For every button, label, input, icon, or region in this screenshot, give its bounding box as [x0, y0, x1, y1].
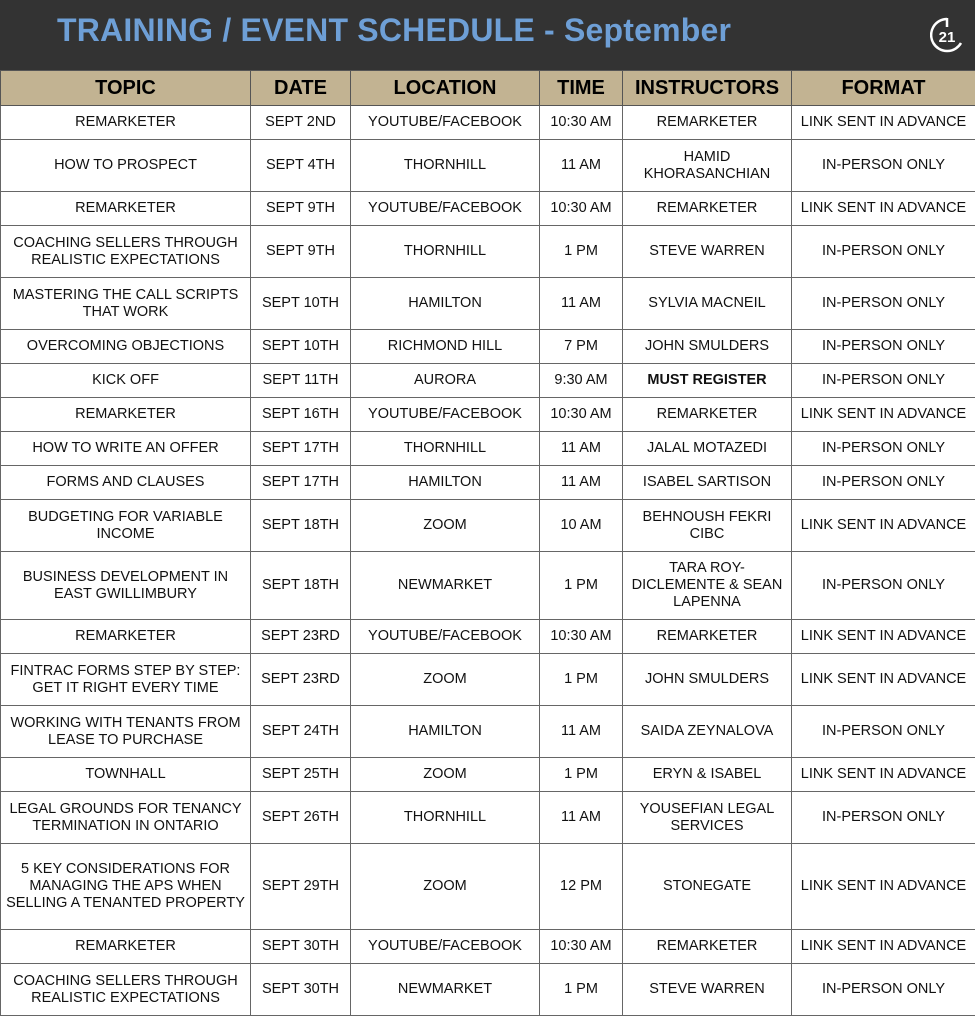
- cell-instructors: REMARKETER: [623, 398, 792, 432]
- column-header-time: TIME: [540, 71, 623, 106]
- cell-format: LINK SENT IN ADVANCE: [792, 620, 975, 654]
- table-row: [1, 500, 975, 552]
- table-row: [1, 654, 975, 706]
- cell-topic: MASTERING THE CALL SCRIPTS THAT WORK: [1, 278, 251, 330]
- column-header-date: DATE: [251, 71, 351, 106]
- cell-topic: OVERCOMING OBJECTIONS: [1, 330, 251, 364]
- cell-location: YOUTUBE/FACEBOOK: [351, 398, 540, 432]
- cell-time: 1 PM: [540, 226, 623, 278]
- cell-topic: REMARKETER: [1, 620, 251, 654]
- cell-instructors: YOUSEFIAN LEGAL SERVICES: [623, 792, 792, 844]
- cell-format: IN-PERSON ONLY: [792, 278, 975, 330]
- page-title: TRAINING / EVENT SCHEDULE - September: [57, 12, 732, 48]
- cell-location: THORNHILL: [351, 432, 540, 466]
- cell-format: IN-PERSON ONLY: [792, 140, 975, 192]
- cell-instructors: REMARKETER: [623, 106, 792, 140]
- cell-location: ZOOM: [351, 500, 540, 552]
- cell-topic: BUSINESS DEVELOPMENT IN EAST GWILLIMBURY: [1, 552, 251, 620]
- cell-topic: REMARKETER: [1, 106, 251, 140]
- table-row: [1, 140, 975, 192]
- column-header-format: FORMAT: [792, 71, 975, 106]
- cell-location: THORNHILL: [351, 226, 540, 278]
- cell-topic: LEGAL GROUNDS FOR TENANCY TERMINATION IN ONTARIO: [1, 792, 251, 844]
- cell-format: IN-PERSON ONLY: [792, 226, 975, 278]
- cell-location: YOUTUBE/FACEBOOK: [351, 930, 540, 964]
- cell-instructors: REMARKETER: [623, 192, 792, 226]
- cell-instructors: ERYN & ISABEL: [623, 758, 792, 792]
- cell-location: ZOOM: [351, 758, 540, 792]
- cell-topic: WORKING WITH TENANTS FROM LEASE TO PURCHASE: [1, 706, 251, 758]
- cell-format: LINK SENT IN ADVANCE: [792, 758, 975, 792]
- table-row: [1, 792, 975, 844]
- table-row: [1, 364, 975, 398]
- cell-time: 10:30 AM: [540, 192, 623, 226]
- cell-format: IN-PERSON ONLY: [792, 364, 975, 398]
- cell-time: 1 PM: [540, 758, 623, 792]
- cell-topic: COACHING SELLERS THROUGH REALISTIC EXPECTATIONS: [1, 226, 251, 278]
- cell-format: LINK SENT IN ADVANCE: [792, 500, 975, 552]
- table-row: [1, 466, 975, 500]
- table-row: [1, 398, 975, 432]
- cell-instructors: JALAL MOTAZEDI: [623, 432, 792, 466]
- cell-topic: FINTRAC FORMS STEP BY STEP: GET IT RIGHT EVERY TIME: [1, 654, 251, 706]
- cell-location: AURORA: [351, 364, 540, 398]
- cell-date: SEPT 10TH: [251, 330, 351, 364]
- cell-date: SEPT 23RD: [251, 620, 351, 654]
- cell-instructors: STEVE WARREN: [623, 964, 792, 1016]
- cell-format: LINK SENT IN ADVANCE: [792, 654, 975, 706]
- cell-date: SEPT 30TH: [251, 964, 351, 1016]
- table-row: [1, 226, 975, 278]
- cell-instructors: JOHN SMULDERS: [623, 330, 792, 364]
- cell-time: 1 PM: [540, 964, 623, 1016]
- cell-location: HAMILTON: [351, 466, 540, 500]
- cell-location: THORNHILL: [351, 140, 540, 192]
- cell-format: IN-PERSON ONLY: [792, 552, 975, 620]
- cell-topic: HOW TO WRITE AN OFFER: [1, 432, 251, 466]
- cell-topic: REMARKETER: [1, 930, 251, 964]
- cell-location: HAMILTON: [351, 278, 540, 330]
- cell-topic: KICK OFF: [1, 364, 251, 398]
- cell-location: YOUTUBE/FACEBOOK: [351, 620, 540, 654]
- cell-date: SEPT 11TH: [251, 364, 351, 398]
- cell-format: IN-PERSON ONLY: [792, 706, 975, 758]
- cell-date: SEPT 29TH: [251, 844, 351, 930]
- cell-date: SEPT 9TH: [251, 192, 351, 226]
- cell-format: LINK SENT IN ADVANCE: [792, 106, 975, 140]
- table-row: [1, 192, 975, 226]
- cell-date: SEPT 17TH: [251, 432, 351, 466]
- cell-time: 11 AM: [540, 140, 623, 192]
- cell-date: SEPT 4TH: [251, 140, 351, 192]
- cell-instructors: BEHNOUSH FEKRI CIBC: [623, 500, 792, 552]
- cell-time: 7 PM: [540, 330, 623, 364]
- cell-time: 11 AM: [540, 432, 623, 466]
- cell-format: LINK SENT IN ADVANCE: [792, 398, 975, 432]
- cell-date: SEPT 10TH: [251, 278, 351, 330]
- cell-time: 1 PM: [540, 552, 623, 620]
- cell-date: SEPT 17TH: [251, 466, 351, 500]
- cell-instructors: REMARKETER: [623, 620, 792, 654]
- table-row: [1, 930, 975, 964]
- cell-topic: BUDGETING FOR VARIABLE INCOME: [1, 500, 251, 552]
- cell-topic: 5 KEY CONSIDERATIONS FOR MANAGING THE APS WHEN SELLING A TENANTED PROPERTY: [1, 844, 251, 930]
- cell-time: 11 AM: [540, 466, 623, 500]
- cell-format: IN-PERSON ONLY: [792, 792, 975, 844]
- cell-format: LINK SENT IN ADVANCE: [792, 844, 975, 930]
- cell-location: RICHMOND HILL: [351, 330, 540, 364]
- cell-time: 10:30 AM: [540, 930, 623, 964]
- cell-format: IN-PERSON ONLY: [792, 432, 975, 466]
- cell-date: SEPT 24TH: [251, 706, 351, 758]
- cell-instructors: HAMID KHORASANCHIAN: [623, 140, 792, 192]
- cell-time: 10 AM: [540, 500, 623, 552]
- cell-instructors: SYLVIA MACNEIL: [623, 278, 792, 330]
- table-row: [1, 330, 975, 364]
- cell-date: SEPT 30TH: [251, 930, 351, 964]
- cell-topic: REMARKETER: [1, 192, 251, 226]
- cell-instructors: STEVE WARREN: [623, 226, 792, 278]
- logo-text: 21: [938, 29, 956, 46]
- cell-location: ZOOM: [351, 654, 540, 706]
- cell-topic: REMARKETER: [1, 398, 251, 432]
- table-row: [1, 844, 975, 930]
- cell-time: 10:30 AM: [540, 620, 623, 654]
- table-row: [1, 758, 975, 792]
- table-row: [1, 432, 975, 466]
- cell-time: 10:30 AM: [540, 398, 623, 432]
- page-header: [0, 0, 975, 70]
- column-header-topic: TOPIC: [1, 71, 251, 106]
- column-header-instructors: INSTRUCTORS: [623, 71, 792, 106]
- cell-time: 9:30 AM: [540, 364, 623, 398]
- cell-instructors: JOHN SMULDERS: [623, 654, 792, 706]
- cell-date: SEPT 25TH: [251, 758, 351, 792]
- table-row: [1, 620, 975, 654]
- century21-logo-icon: [930, 16, 964, 54]
- cell-format: IN-PERSON ONLY: [792, 964, 975, 1016]
- cell-location: YOUTUBE/FACEBOOK: [351, 192, 540, 226]
- cell-format: IN-PERSON ONLY: [792, 466, 975, 500]
- cell-time: 11 AM: [540, 278, 623, 330]
- cell-time: 10:30 AM: [540, 106, 623, 140]
- table-row: [1, 278, 975, 330]
- cell-instructors: ISABEL SARTISON: [623, 466, 792, 500]
- cell-date: SEPT 16TH: [251, 398, 351, 432]
- cell-date: SEPT 9TH: [251, 226, 351, 278]
- cell-location: NEWMARKET: [351, 964, 540, 1016]
- cell-location: YOUTUBE/FACEBOOK: [351, 106, 540, 140]
- table-row: [1, 552, 975, 620]
- cell-topic: COACHING SELLERS THROUGH REALISTIC EXPECTATIONS: [1, 964, 251, 1016]
- cell-instructors: SAIDA ZEYNALOVA: [623, 706, 792, 758]
- cell-instructors-must-register: MUST REGISTER: [623, 364, 792, 398]
- table-header-row: [1, 71, 975, 106]
- cell-location: THORNHILL: [351, 792, 540, 844]
- cell-instructors: REMARKETER: [623, 930, 792, 964]
- cell-location: ZOOM: [351, 844, 540, 930]
- cell-time: 1 PM: [540, 654, 623, 706]
- column-header-location: LOCATION: [351, 71, 540, 106]
- cell-time: 11 AM: [540, 792, 623, 844]
- table-row: [1, 106, 975, 140]
- cell-date: SEPT 23RD: [251, 654, 351, 706]
- cell-format: IN-PERSON ONLY: [792, 330, 975, 364]
- cell-date: SEPT 18TH: [251, 500, 351, 552]
- cell-format: LINK SENT IN ADVANCE: [792, 192, 975, 226]
- cell-topic: FORMS AND CLAUSES: [1, 466, 251, 500]
- cell-date: SEPT 26TH: [251, 792, 351, 844]
- cell-location: HAMILTON: [351, 706, 540, 758]
- cell-topic: TOWNHALL: [1, 758, 251, 792]
- cell-date: SEPT 18TH: [251, 552, 351, 620]
- cell-time: 11 AM: [540, 706, 623, 758]
- schedule-table: [0, 70, 975, 1016]
- cell-location: NEWMARKET: [351, 552, 540, 620]
- cell-instructors: STONEGATE: [623, 844, 792, 930]
- cell-instructors: TARA ROY-DICLEMENTE & SEAN LAPENNA: [623, 552, 792, 620]
- cell-format: LINK SENT IN ADVANCE: [792, 930, 975, 964]
- cell-date: SEPT 2ND: [251, 106, 351, 140]
- table-row: [1, 964, 975, 1016]
- cell-topic: HOW TO PROSPECT: [1, 140, 251, 192]
- table-row: [1, 706, 975, 758]
- cell-time: 12 PM: [540, 844, 623, 930]
